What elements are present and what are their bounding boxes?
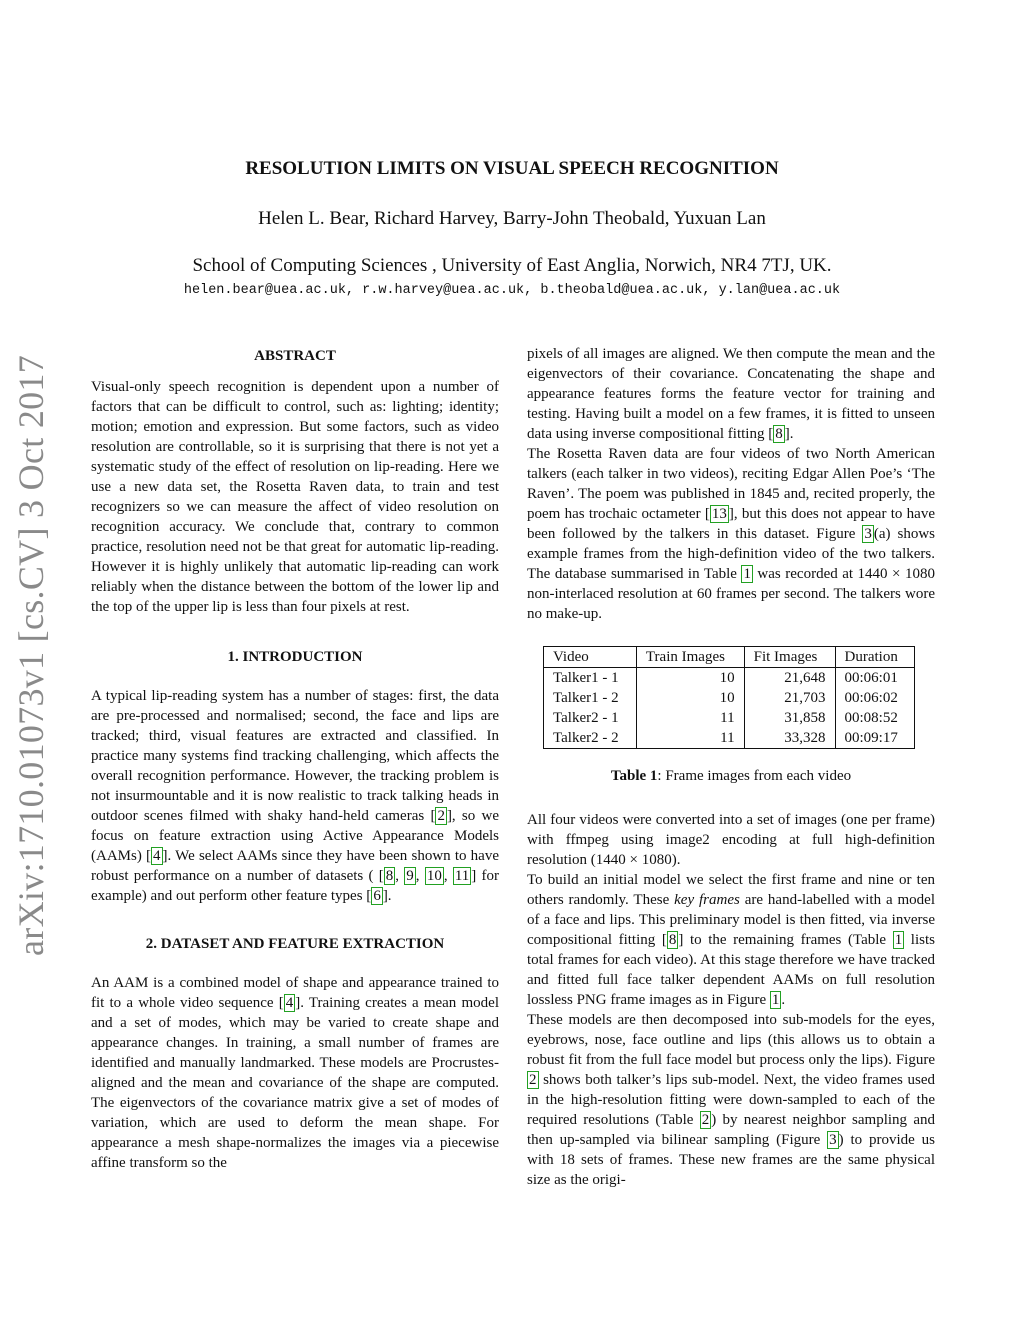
table-cell: 31,858 — [744, 708, 835, 728]
table-header-cell: Video — [544, 647, 637, 668]
dataset-heading: 2. DATASET AND FEATURE EXTRACTION — [145, 936, 445, 952]
table-cell: 33,328 — [744, 728, 835, 749]
citation-link[interactable]: 13 — [711, 506, 727, 522]
table-cell: 21,648 — [744, 668, 835, 689]
figure-link[interactable]: 2 — [529, 1072, 537, 1088]
citation-link[interactable]: 11 — [454, 868, 470, 884]
body-paragraph: All four videos were converted into a set of images (one per frame) with ffmpeg using image2 encoding at full high-definition resolution (1440 × 1080). — [527, 812, 935, 868]
table-row — [544, 688, 915, 708]
table-header-row — [544, 647, 915, 668]
table-cell: 10 — [636, 668, 744, 689]
table-link[interactable]: 1 — [894, 932, 903, 948]
table-row — [544, 668, 915, 689]
table-header-cell: Train Images — [636, 647, 744, 668]
intro-heading: 1. INTRODUCTION — [227, 649, 363, 665]
figure-link[interactable]: 1 — [771, 992, 780, 1008]
body-paragraph: These models are then decomposed into sub-models for the eyes, eyebrows, nose, face outline and lips (this allows us to obtain a robust fit from the full face model but process only the lips). Figure 2 shows both talker’s lips sub-model. Next, the video frames used in the high-resolution fitting were down-sampled to each of the required resolutions (Table 2 ) by nearest neighbor sampling and then up-sampled via bilinear sampling (Figure 3 ) to provide us with 18 sets of frames. These new frames are the same physical size as the origi- — [527, 1012, 935, 1188]
table-link[interactable]: 1 — [743, 566, 751, 582]
citation-link[interactable]: 8 — [668, 932, 677, 948]
citation-link[interactable]: 6 — [373, 888, 381, 904]
frames-table — [543, 646, 915, 749]
table-link[interactable]: 2 — [701, 1112, 710, 1128]
table-row — [544, 708, 915, 728]
table-cell: 00:09:17 — [835, 728, 915, 749]
table-header-cell: Duration — [835, 647, 915, 668]
table-cell: 00:06:01 — [835, 668, 915, 689]
figure-link[interactable]: 3 — [829, 1132, 837, 1148]
citation-link[interactable]: 2 — [437, 808, 445, 824]
paper-title: RESOLUTION LIMITS ON VISUAL SPEECH RECOGNITION — [245, 158, 779, 179]
table-cell: Talker2 - 1 — [544, 708, 637, 728]
abstract-heading: ABSTRACT — [254, 348, 336, 364]
figure-link[interactable]: 3 — [864, 526, 872, 542]
abstract-text: Visual-only speech recognition is dependent upon a number of factors that can be difficult to control, such as: lighting; identity; motion; emotion and expression. But some factors, such as video resolution are controllable, so it is surprising that there is not yet a systematic study of the effect of resolution on lip-reading. Here we use a new data set, the Rosetta Raven data, to train and test recognizers so we can measure the affect of video resolution on recognition accuracy. We conclude that, contrary to common practice, resolution need not be that great for automatic lip-reading. However it is highly unlikely that automatic lip-reading can work reliably when the distance between the bottom of the lower lip and the top of the upper lip is less than four pixels at rest. — [91, 379, 499, 615]
table-cell: 10 — [636, 688, 744, 708]
table-cell: Talker2 - 2 — [544, 728, 637, 749]
citation-link[interactable]: 8 — [775, 426, 783, 442]
citation-link[interactable]: 10 — [426, 868, 442, 884]
citation-link[interactable]: 4 — [153, 848, 161, 864]
citation-link[interactable]: 4 — [285, 995, 294, 1011]
affiliation: School of Computing Sciences , University of East Anglia, Norwich, NR4 7TJ, UK. — [192, 255, 832, 276]
table-caption: Table 1: Frame images from each video — [610, 768, 852, 784]
table-row — [544, 728, 915, 749]
table-cell: 21,703 — [744, 688, 835, 708]
table-cell: 11 — [636, 708, 744, 728]
arxiv-stamp[interactable]: arXiv:1710.01073v1 [cs.CV] 3 Oct 2017 — [11, 354, 51, 956]
table-cell: 00:06:02 — [835, 688, 915, 708]
table-header-cell: Fit Images — [744, 647, 835, 668]
table-cell: Talker1 - 1 — [544, 668, 637, 689]
citation-link[interactable]: 9 — [406, 868, 414, 884]
author-list: Helen L. Bear, Richard Harvey, Barry-John Theobald, Yuxuan Lan — [258, 208, 766, 229]
dataset-text: An AAM is a combined model of shape and appearance trained to fit to a whole video sequence [ 4 ]. Training creates a mean model and a set of modes, which may be varied to create shape and appearance changes. In training, a small number of frames are identified and manually landmarked. These models are Procrustes-aligned and the mean and covariance of the shape are computed. The eigenvectors of the covariance matrix give a set of modes of variation, which are used to deform the mean shape. For appearance a mesh shape-normalizes the images via a piecewise affine transform so the — [91, 975, 499, 1171]
citation-link[interactable]: 8 — [385, 868, 394, 884]
body-paragraph: pixels of all images are aligned. We then compute the mean and the eigenvectors of their covariance. Concatenating the shape and appearance features forms the feature vector for training and testing. Having built a model on a few frames, it is fitted to unseen data using inverse compositional fitting [ 8 ]. — [527, 346, 935, 442]
left-column — [91, 344, 499, 1173]
author-emails: helen.bear@uea.ac.uk, r.w.harvey@uea.ac.uk, b.theobald@uea.ac.uk, y.lan@uea.ac.uk — [183, 283, 841, 298]
body-paragraph: The Rosetta Raven data are four videos of two North American talkers (each talker in two videos), reciting Edgar Allen Poe’s ‘The Raven’. The poem was published in 1845 and, recited properly, the poem has trochaic octameter [ 13 ], but this does not appear to have been followed by the talkers in this dataset. Figure 3 (a) shows example frames from the high-definition video of the two talkers. The database summarised in Table 1 was recorded at 1440 × 1080 non-interlaced resolution at 60 frames per second. The talkers wore no make-up. — [527, 446, 936, 622]
right-column — [527, 344, 935, 1190]
table-cell: Talker1 - 2 — [544, 688, 637, 708]
body-paragraph: To build an initial model we select the first frame and nine or ten others randomly. These key frames are hand-labelled with a model of a face and lips. This preliminary model is then fitted, via inverse compositional fitting [ 8 ] to the remaining frames (Table 1 lists total frames for each video). At this stage therefore we have tracked and fitted full face talker dependent AAMs on full resolution lossless PNG frame images as in Figure 1 . — [527, 872, 936, 1008]
intro-text: A typical lip-reading system has a number of stages: first, the data are pre-processed and normalised; second, the face and lips are tracked; third, visual features are extracted and classified. In practice many systems find tracking challenging, which affects the overall recognition performance. However, the tracking problem is not insurmountable and it is now realistic to track talking heads in outdoor scenes filmed with shaky hand-held cameras [ 2 ], so we focus on feature extraction using Active Appearance Models (AAMs) [ 4 ]. We select AAMs since they have been shown to have robust performance on a number of datasets ( [ 8 , 9 , 10 , 11 ] for example) and out perform other feature types [ 6 ]. — [91, 688, 500, 904]
table-cell: 11 — [636, 728, 744, 749]
table-cell: 00:08:52 — [835, 708, 915, 728]
